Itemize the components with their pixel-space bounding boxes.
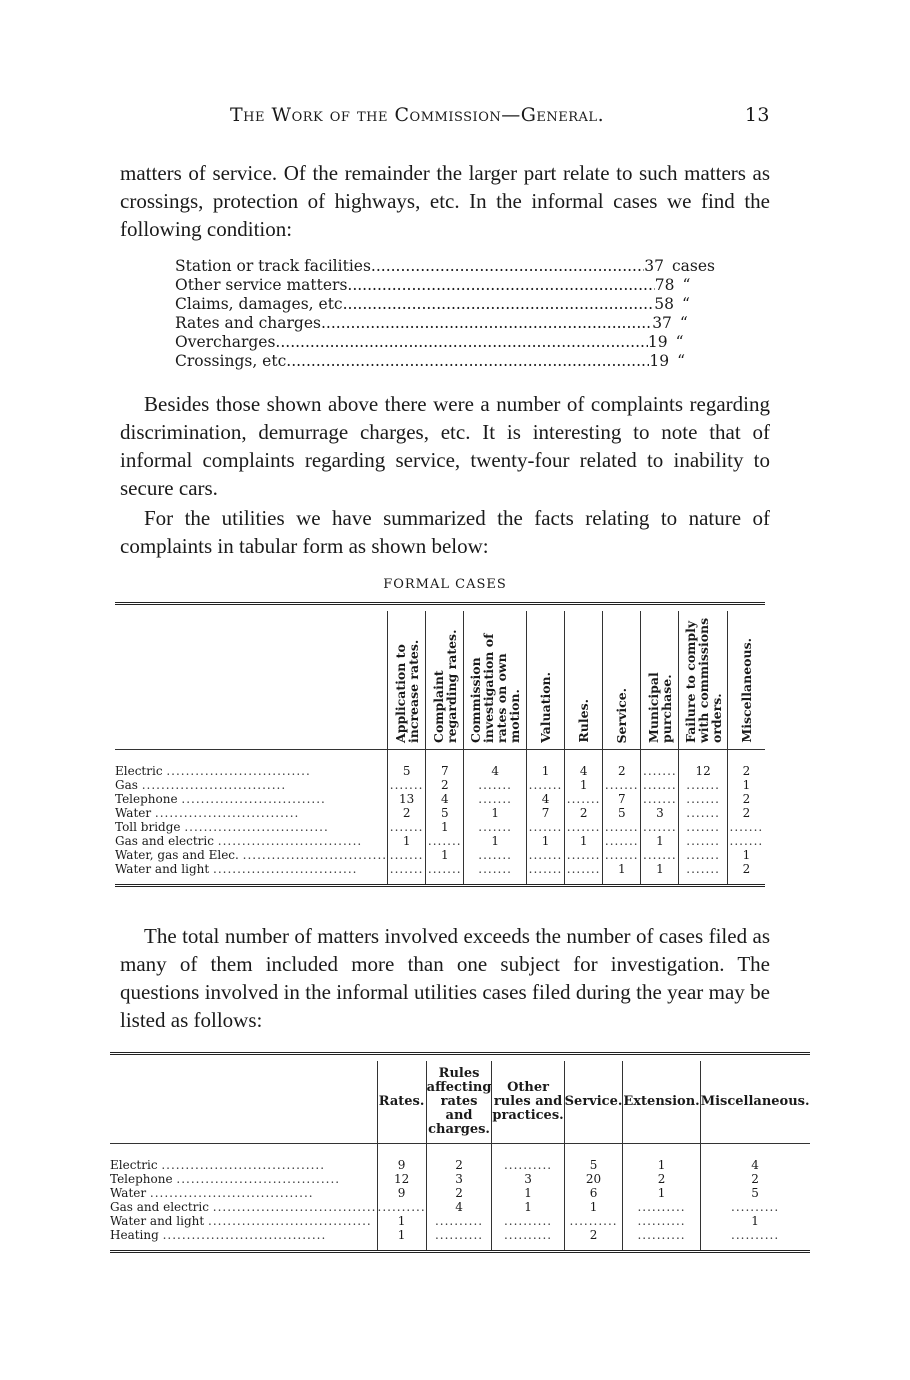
informal-list-count: 78 xyxy=(654,276,675,294)
formal-end-cell xyxy=(679,876,727,886)
formal-table-cell: 1 xyxy=(464,834,527,848)
informal-spacer-cell xyxy=(564,1144,623,1159)
informal-table-cell: 1 xyxy=(377,1228,426,1242)
informal-list-label: Overcharges xyxy=(175,333,276,351)
formal-table-cell: ....... xyxy=(388,848,426,862)
informal-list-label: Station or track facilities xyxy=(175,257,371,275)
informal-end-cell xyxy=(377,1242,426,1252)
formal-table-cell: ....... xyxy=(727,820,765,834)
informal-list-count: 19 xyxy=(647,333,668,351)
formal-table-row xyxy=(115,862,765,876)
informal-list-count: 37 xyxy=(644,257,664,275)
formal-end-cell xyxy=(426,876,464,886)
formal-table-cell: 3 xyxy=(641,806,679,820)
formal-table-cell: 4 xyxy=(426,792,464,806)
formal-table-cell: ....... xyxy=(603,778,641,792)
formal-table-cell: ....... xyxy=(526,820,564,834)
formal-table-cell: 4 xyxy=(526,792,564,806)
informal-table-cell: .......... xyxy=(492,1214,564,1228)
formal-table-cell: ....... xyxy=(426,862,464,876)
formal-table-cell: ....... xyxy=(526,778,564,792)
formal-table-cell: ....... xyxy=(641,778,679,792)
informal-list-item xyxy=(175,257,715,276)
formal-table-cell: ....... xyxy=(603,834,641,848)
formal-spacer-cell xyxy=(603,750,641,765)
informal-utilities-table xyxy=(110,1052,810,1253)
formal-column-header xyxy=(464,611,527,750)
formal-table-cell: 2 xyxy=(727,806,765,820)
formal-table-cell: 5 xyxy=(426,806,464,820)
informal-table-cell: 2 xyxy=(623,1172,700,1186)
formal-spacer-cell xyxy=(526,750,564,765)
informal-table-row xyxy=(110,1172,810,1186)
formal-table-cell: ....... xyxy=(603,848,641,862)
formal-table-cell: ....... xyxy=(388,778,426,792)
formal-table-cell: ....... xyxy=(641,820,679,834)
formal-column-header xyxy=(603,611,641,750)
formal-table-cell: 5 xyxy=(603,806,641,820)
formal-table-cell: ....... xyxy=(679,834,727,848)
formal-table-cell: ....... xyxy=(565,848,603,862)
informal-table-cell: 2 xyxy=(564,1228,623,1242)
formal-column-label: Commission investigation of rates on own motion. xyxy=(468,633,523,743)
informal-list-label: Other service matters xyxy=(175,276,348,294)
formal-table-cell: ....... xyxy=(641,764,679,778)
formal-column-label: Municipal purchase. xyxy=(645,672,674,743)
formal-table-cell: ....... xyxy=(464,848,527,862)
formal-spacer-cell xyxy=(388,750,426,765)
formal-row-label: Electric .............................. xyxy=(115,764,311,778)
informal-row-label: Gas and electric .................................. xyxy=(110,1200,377,1214)
informal-table-cell: 1 xyxy=(623,1158,700,1172)
formal-table-cell: 2 xyxy=(565,806,603,820)
informal-table-cell: 5 xyxy=(564,1158,623,1172)
informal-table-cell: 9 xyxy=(377,1158,426,1172)
informal-table-cell: .......... xyxy=(623,1228,700,1242)
formal-column-header xyxy=(388,611,426,750)
informal-table-cell: .......... xyxy=(564,1214,623,1228)
formal-table-cell: 1 xyxy=(526,834,564,848)
formal-spacer-cell xyxy=(679,750,727,765)
formal-row-label: Water .............................. xyxy=(115,806,300,820)
formal-table-row xyxy=(115,820,765,834)
informal-table-cell: 1 xyxy=(700,1214,809,1228)
formal-column-header xyxy=(641,611,679,750)
formal-column-label: Rules. xyxy=(576,699,592,743)
informal-table-cell: 3 xyxy=(426,1172,492,1186)
formal-column-header xyxy=(679,611,727,750)
formal-table-cell: ....... xyxy=(464,862,527,876)
informal-list-item xyxy=(175,276,715,295)
informal-row-label: Water .................................. xyxy=(110,1186,314,1200)
informal-table-cell: .......... xyxy=(492,1228,564,1242)
informal-column-header: Rates. xyxy=(377,1061,426,1144)
informal-row-label: Electric .................................. xyxy=(110,1158,326,1172)
formal-table-row xyxy=(115,792,765,806)
formal-table-cell: 1 xyxy=(727,848,765,862)
informal-table-row xyxy=(110,1186,810,1200)
formal-row-label: Gas .............................. xyxy=(115,778,287,792)
informal-table-cell: .......... xyxy=(377,1200,426,1214)
informal-table-cell: .......... xyxy=(700,1200,809,1214)
formal-table-cell: 1 xyxy=(727,778,765,792)
informal-spacer-cell xyxy=(377,1144,426,1159)
formal-table-row xyxy=(115,848,765,862)
formal-cases-caption: FORMAL CASES xyxy=(383,577,507,592)
page-number: 13 xyxy=(744,104,770,126)
leader-dots xyxy=(291,352,649,371)
informal-list-unit: “ xyxy=(677,352,686,370)
informal-table-row xyxy=(110,1228,810,1242)
formal-table-cell: ....... xyxy=(679,778,727,792)
running-header xyxy=(230,104,770,126)
formal-table-cell: 7 xyxy=(526,806,564,820)
informal-table-cell: .......... xyxy=(700,1228,809,1242)
formal-column-label: Miscellaneous. xyxy=(738,638,754,743)
informal-table-cell: .......... xyxy=(426,1214,492,1228)
formal-table-cell: 5 xyxy=(388,764,426,778)
formal-table-cell: 7 xyxy=(603,792,641,806)
formal-table-cell: ....... xyxy=(526,848,564,862)
formal-table-cell: ....... xyxy=(679,806,727,820)
informal-spacer-cell xyxy=(492,1144,564,1159)
informal-column-header: Miscellaneous. xyxy=(700,1061,809,1144)
informal-table-cell: 1 xyxy=(623,1186,700,1200)
informal-end-cell xyxy=(492,1242,564,1252)
formal-column-label: Valuation. xyxy=(538,672,554,743)
informal-spacer-cell xyxy=(623,1144,700,1159)
formal-table-cell: 13 xyxy=(388,792,426,806)
formal-column-header xyxy=(565,611,603,750)
formal-table-cell: 1 xyxy=(388,834,426,848)
informal-list-count: 19 xyxy=(649,352,670,370)
formal-table-cell: 4 xyxy=(464,764,527,778)
informal-list-unit: “ xyxy=(682,276,691,294)
formal-column-label: Service. xyxy=(614,687,630,743)
informal-end-cell xyxy=(564,1242,623,1252)
informal-list-count: 58 xyxy=(654,295,674,313)
formal-table-cell: 7 xyxy=(426,764,464,778)
formal-table-cell: 1 xyxy=(603,862,641,876)
formal-table-cell: 1 xyxy=(565,778,603,792)
formal-row-label: Water and light .............................. xyxy=(115,862,358,876)
informal-row-label: Telephone .................................. xyxy=(110,1172,341,1186)
formal-table-cell: 2 xyxy=(727,862,765,876)
paragraph-summary-intro: For the utilities we have summarized the facts relating to nature of complaints in tabular form as shown below: xyxy=(120,506,770,558)
formal-end-cell xyxy=(727,876,765,886)
informal-cases-list xyxy=(175,257,715,371)
informal-list-count: 37 xyxy=(652,314,672,332)
paragraph-total-matters: The total number of matters involved exceeds the number of cases filed as many of them included more than one subject for investigation. The questions involved in the informal utilities cases filed during the year may be listed as follows: xyxy=(120,924,770,1032)
formal-table-cell: ....... xyxy=(679,820,727,834)
informal-row-label: Heating .................................. xyxy=(110,1228,327,1242)
formal-column-header xyxy=(727,611,765,750)
formal-spacer-cell xyxy=(464,750,527,765)
formal-table-cell: 1 xyxy=(641,862,679,876)
formal-spacer-cell xyxy=(426,750,464,765)
formal-table-row xyxy=(115,834,765,848)
formal-end-cell xyxy=(641,876,679,886)
formal-column-header xyxy=(526,611,564,750)
formal-table-cell: 1 xyxy=(464,806,527,820)
informal-spacer-cell xyxy=(700,1144,809,1159)
formal-table-cell: ....... xyxy=(641,792,679,806)
informal-table-cell: 2 xyxy=(700,1172,809,1186)
informal-table-cell: 9 xyxy=(377,1186,426,1200)
informal-list-label: Rates and charges xyxy=(175,314,321,332)
formal-table-cell: 1 xyxy=(426,848,464,862)
formal-table-cell: ....... xyxy=(464,820,527,834)
formal-table-cell: ....... xyxy=(727,834,765,848)
formal-table-cell: 2 xyxy=(388,806,426,820)
formal-row-label: Gas and electric .............................. xyxy=(115,834,363,848)
informal-column-header: Rules affecting rates and charges. xyxy=(426,1061,492,1144)
formal-table-cell: 4 xyxy=(565,764,603,778)
informal-table-cell: 2 xyxy=(426,1158,492,1172)
formal-spacer-cell xyxy=(641,750,679,765)
informal-table-cell: .......... xyxy=(492,1158,564,1172)
informal-column-header: Extension. xyxy=(623,1061,700,1144)
formal-table-cell: 1 xyxy=(641,834,679,848)
informal-row-label: Water and light .................................. xyxy=(110,1214,372,1228)
formal-table-cell: 1 xyxy=(565,834,603,848)
formal-row-label: Toll bridge .............................. xyxy=(115,820,329,834)
formal-table-cell: 1 xyxy=(426,820,464,834)
informal-list-item xyxy=(175,295,715,314)
formal-table-cell: ....... xyxy=(464,792,527,806)
informal-list-item xyxy=(175,333,715,352)
informal-corner-cell xyxy=(110,1061,377,1144)
formal-table-cell: ....... xyxy=(388,820,426,834)
informal-list-unit: “ xyxy=(679,314,688,332)
informal-table-cell: 12 xyxy=(377,1172,426,1186)
informal-list-label: Claims, damages, etc xyxy=(175,295,343,313)
formal-table-cell: ....... xyxy=(679,848,727,862)
informal-table-cell: 5 xyxy=(700,1186,809,1200)
formal-column-label: Application to increase rates. xyxy=(392,639,421,743)
informal-table-cell: 1 xyxy=(377,1214,426,1228)
informal-list-item xyxy=(175,314,715,333)
informal-table-cell: 4 xyxy=(426,1200,492,1214)
formal-end-cell xyxy=(464,876,527,886)
informal-end-cell xyxy=(426,1242,492,1252)
informal-table-cell: 20 xyxy=(564,1172,623,1186)
formal-end-cell xyxy=(526,876,564,886)
formal-column-label: Complaint regarding rates. xyxy=(430,629,459,743)
informal-list-unit: “ xyxy=(675,333,684,351)
formal-table-row xyxy=(115,806,765,820)
informal-list-unit: cases xyxy=(671,257,715,275)
leader-dots xyxy=(347,276,654,295)
informal-table-cell: 4 xyxy=(700,1158,809,1172)
formal-table-cell: ....... xyxy=(679,862,727,876)
formal-end-cell xyxy=(603,876,641,886)
informal-table-row xyxy=(110,1158,810,1172)
informal-table-row xyxy=(110,1200,810,1214)
informal-spacer-cell xyxy=(426,1144,492,1159)
formal-table-row xyxy=(115,778,765,792)
paragraph-service-matters: matters of service. Of the remainder the larger part relate to such matters as crossings, protection of highways, etc. In the informal cases we find the following condition: xyxy=(120,161,770,241)
formal-spacer-cell xyxy=(727,750,765,765)
formal-table-cell: 2 xyxy=(426,778,464,792)
informal-table-cell: 2 xyxy=(426,1186,492,1200)
formal-table-cell: 2 xyxy=(727,792,765,806)
formal-table-cell: ....... xyxy=(526,862,564,876)
formal-table-cell: ....... xyxy=(388,862,426,876)
leader-dots xyxy=(371,257,644,276)
formal-table-cell: 2 xyxy=(603,764,641,778)
formal-table-cell: 1 xyxy=(526,764,564,778)
formal-row-label: Water, gas and Elec. .............................. xyxy=(115,848,388,862)
formal-table-cell: ....... xyxy=(679,792,727,806)
running-title: The Work of the Commission—General. xyxy=(230,104,605,126)
informal-table-cell: .......... xyxy=(623,1214,700,1228)
paragraph-complaints: Besides those shown above there were a number of complaints regarding discrimination, demurrage charges, etc. It is interesting to note that of informal complaints regarding service, twenty-four related to inability to secure cars. xyxy=(120,392,770,500)
informal-end-cell xyxy=(700,1242,809,1252)
informal-table-cell: 6 xyxy=(564,1186,623,1200)
informal-column-header: Service. xyxy=(564,1061,623,1144)
formal-corner-cell xyxy=(115,611,388,750)
formal-table-cell: ....... xyxy=(641,848,679,862)
formal-table-cell: ....... xyxy=(464,778,527,792)
informal-table-cell: 1 xyxy=(492,1186,564,1200)
informal-list-item xyxy=(175,352,715,371)
informal-table-cell: .......... xyxy=(426,1228,492,1242)
formal-row-label: Telephone .............................. xyxy=(115,792,326,806)
informal-table-cell: 1 xyxy=(492,1200,564,1214)
formal-end-cell xyxy=(388,876,426,886)
leader-dots xyxy=(321,314,652,333)
informal-list-unit: “ xyxy=(682,295,690,313)
leader-dots xyxy=(343,295,655,314)
informal-table-cell: .......... xyxy=(623,1200,700,1214)
formal-table-cell: 12 xyxy=(679,764,727,778)
formal-table-cell: ....... xyxy=(426,834,464,848)
informal-end-cell xyxy=(623,1242,700,1252)
formal-table-cell: ....... xyxy=(603,820,641,834)
formal-spacer-cell xyxy=(565,750,603,765)
leader-dots xyxy=(275,333,647,352)
informal-table-cell: 1 xyxy=(564,1200,623,1214)
informal-column-header: Other rules and practices. xyxy=(492,1061,564,1144)
informal-table-cell: 3 xyxy=(492,1172,564,1186)
formal-table-cell: ....... xyxy=(565,792,603,806)
formal-table-cell: ....... xyxy=(565,862,603,876)
formal-table-cell: 2 xyxy=(727,764,765,778)
informal-list-label: Crossings, etc. xyxy=(175,352,292,370)
formal-table-row xyxy=(115,764,765,778)
formal-column-header xyxy=(426,611,464,750)
formal-table-cell: ....... xyxy=(565,820,603,834)
formal-cases-table xyxy=(115,602,765,887)
formal-end-cell xyxy=(565,876,603,886)
informal-table-row xyxy=(110,1214,810,1228)
formal-column-label: Failure to comply with commissions orders. xyxy=(682,617,724,743)
